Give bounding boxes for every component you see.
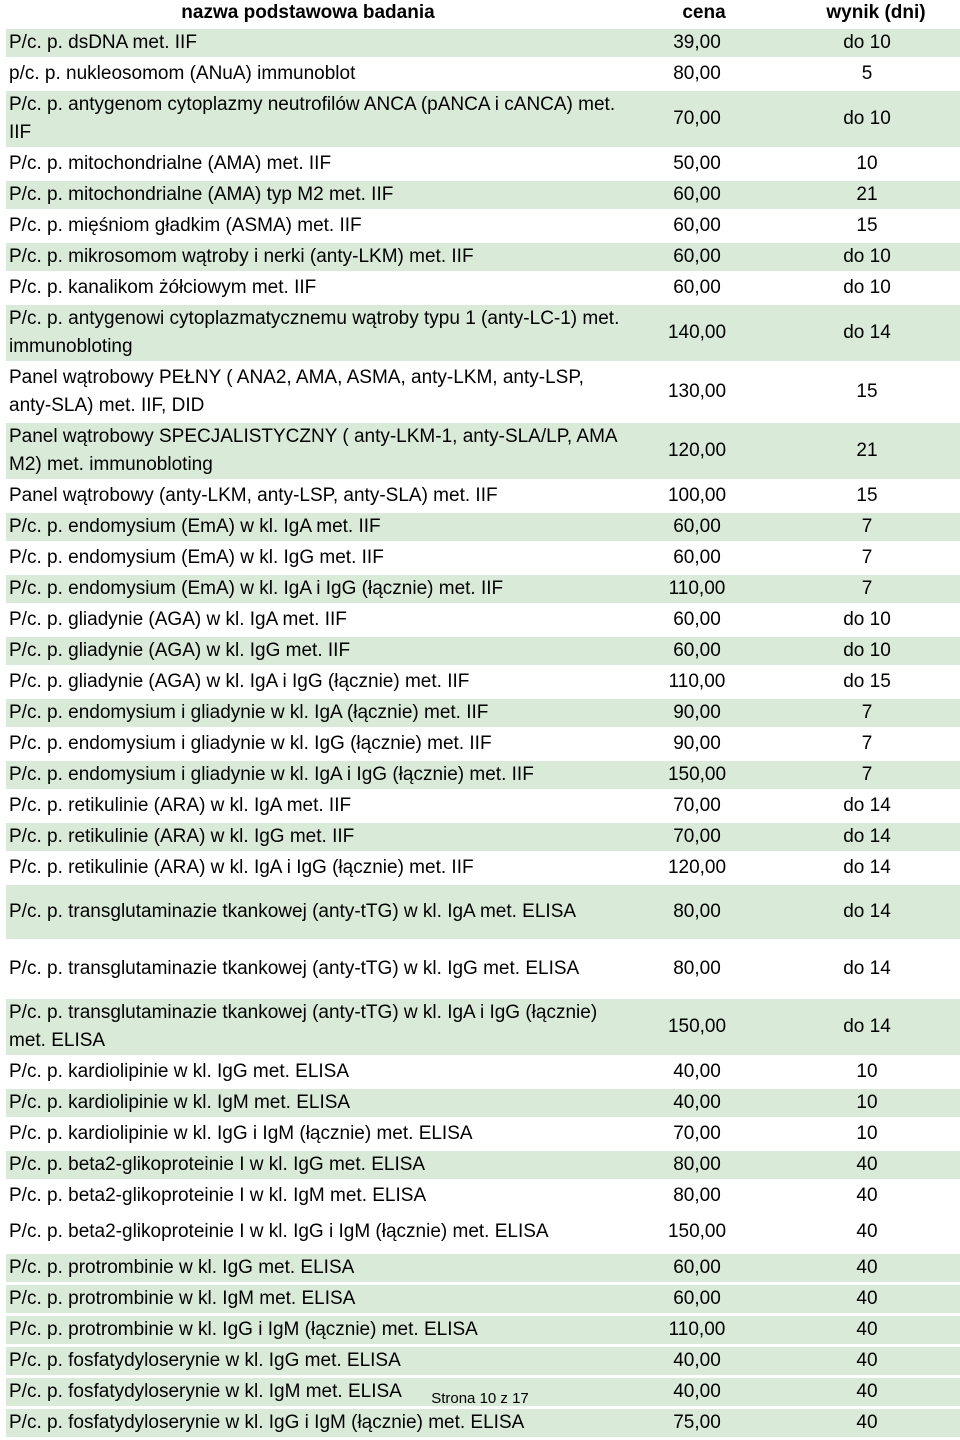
cell-price: 150,00 bbox=[620, 999, 771, 1055]
cell-days: 40 bbox=[771, 1409, 960, 1437]
table-row bbox=[6, 150, 960, 178]
cell-days: 10 bbox=[771, 1120, 960, 1148]
table-row bbox=[6, 1347, 960, 1375]
cell-name: P/c. p. beta2-glikoproteinie I w kl. IgM met. ELISA bbox=[6, 1182, 620, 1210]
cell-price: 60,00 bbox=[620, 606, 771, 634]
cell-name: P/c. p. endomysium (EmA) w kl. IgA i IgG (łącznie) met. IIF bbox=[6, 575, 620, 603]
table-row bbox=[6, 274, 960, 302]
table-row bbox=[6, 364, 960, 420]
cell-days: do 14 bbox=[771, 942, 960, 996]
table-row bbox=[6, 1213, 960, 1251]
table-row bbox=[6, 1120, 960, 1148]
cell-name: P/c. p. retikulinie (ARA) w kl. IgA met. IIF bbox=[6, 792, 620, 820]
cell-days: do 10 bbox=[771, 91, 960, 147]
cell-name: P/c. p. dsDNA met. IIF bbox=[6, 29, 620, 57]
cell-name: P/c. p. retikulinie (ARA) w kl. IgA i IgG (łącznie) met. IIF bbox=[6, 854, 620, 882]
table-row bbox=[6, 823, 960, 851]
table-row bbox=[6, 243, 960, 271]
table-row bbox=[6, 1254, 960, 1282]
cell-days: 7 bbox=[771, 730, 960, 758]
table-row bbox=[6, 1089, 960, 1117]
cell-price: 110,00 bbox=[620, 668, 771, 696]
cell-name: p/c. p. nukleosomom (ANuA) immunoblot bbox=[6, 60, 620, 88]
cell-days: do 10 bbox=[771, 606, 960, 634]
cell-days: 7 bbox=[771, 575, 960, 603]
cell-days: do 10 bbox=[771, 637, 960, 665]
cell-name: P/c. p. antygenowi cytoplazmatycznemu wątroby typu 1 (anty-LC-1) met. immunobloting bbox=[6, 305, 620, 361]
table-row bbox=[6, 1285, 960, 1313]
cell-price: 39,00 bbox=[620, 29, 771, 57]
table-row bbox=[6, 637, 960, 665]
cell-days: 15 bbox=[771, 364, 960, 420]
cell-name: P/c. p. transglutaminazie tkankowej (anty-tTG) w kl. IgG met. ELISA bbox=[6, 942, 620, 996]
table-row bbox=[6, 575, 960, 603]
cell-price: 60,00 bbox=[620, 544, 771, 572]
cell-price: 60,00 bbox=[620, 212, 771, 240]
cell-name: P/c. p. fosfatydyloserynie w kl. IgM met. ELISA bbox=[6, 1378, 620, 1406]
cell-days: 7 bbox=[771, 513, 960, 541]
cell-days: 21 bbox=[771, 423, 960, 479]
table-row bbox=[6, 792, 960, 820]
cell-price: 90,00 bbox=[620, 699, 771, 727]
table-row bbox=[6, 1151, 960, 1179]
cell-days: 7 bbox=[771, 544, 960, 572]
cell-price: 100,00 bbox=[620, 482, 771, 510]
cell-name: P/c. p. kanalikom żółciowym met. IIF bbox=[6, 274, 620, 302]
cell-price: 80,00 bbox=[620, 942, 771, 996]
cell-days: do 14 bbox=[771, 854, 960, 882]
table-row bbox=[6, 699, 960, 727]
cell-price: 80,00 bbox=[620, 60, 771, 88]
table-row bbox=[6, 1409, 960, 1437]
cell-days: 5 bbox=[771, 60, 960, 88]
cell-price: 60,00 bbox=[620, 243, 771, 271]
cell-days: 40 bbox=[771, 1285, 960, 1313]
cell-name: P/c. p. endomysium (EmA) w kl. IgA met. IIF bbox=[6, 513, 620, 541]
cell-days: do 14 bbox=[771, 823, 960, 851]
cell-name: P/c. p. transglutaminazie tkankowej (anty-tTG) w kl. IgA met. ELISA bbox=[6, 885, 620, 939]
cell-name: P/c. p. endomysium i gliadynie w kl. IgA i IgG (łącznie) met. IIF bbox=[6, 761, 620, 789]
cell-price: 90,00 bbox=[620, 730, 771, 758]
table-row bbox=[6, 1182, 960, 1210]
table-row bbox=[6, 212, 960, 240]
table-row bbox=[6, 761, 960, 789]
cell-price: 40,00 bbox=[620, 1089, 771, 1117]
cell-days: 40 bbox=[771, 1316, 960, 1344]
cell-days: do 14 bbox=[771, 305, 960, 361]
cell-days: 40 bbox=[771, 1347, 960, 1375]
cell-name: P/c. p. retikulinie (ARA) w kl. IgG met. IIF bbox=[6, 823, 620, 851]
cell-days: 40 bbox=[771, 1378, 960, 1406]
cell-price: 80,00 bbox=[620, 1182, 771, 1210]
cell-days: 7 bbox=[771, 761, 960, 789]
cell-name: P/c. p. protrombinie w kl. IgG met. ELISA bbox=[6, 1254, 620, 1282]
cell-days: do 14 bbox=[771, 885, 960, 939]
cell-days: do 10 bbox=[771, 29, 960, 57]
price-table bbox=[6, 26, 960, 1440]
cell-price: 70,00 bbox=[620, 792, 771, 820]
cell-price: 70,00 bbox=[620, 91, 771, 147]
table-row bbox=[6, 999, 960, 1055]
table-row bbox=[6, 181, 960, 209]
cell-name: P/c. p. gliadynie (AGA) w kl. IgA met. IIF bbox=[6, 606, 620, 634]
cell-name: P/c. p. transglutaminazie tkankowej (anty-tTG) w kl. IgA i IgG (łącznie) met. ELISA bbox=[6, 999, 620, 1055]
cell-days: 15 bbox=[771, 212, 960, 240]
cell-name: P/c. p. beta2-glikoproteinie I w kl. IgG met. ELISA bbox=[6, 1151, 620, 1179]
cell-name: P/c. p. protrombinie w kl. IgM met. ELISA bbox=[6, 1285, 620, 1313]
cell-price: 60,00 bbox=[620, 637, 771, 665]
cell-days: 40 bbox=[771, 1151, 960, 1179]
table-row bbox=[6, 29, 960, 57]
table-row bbox=[6, 942, 960, 996]
table-row bbox=[6, 482, 960, 510]
cell-days: 21 bbox=[771, 181, 960, 209]
cell-price: 140,00 bbox=[620, 305, 771, 361]
page-number: Strona 10 z 17 bbox=[431, 1390, 529, 1407]
cell-name: P/c. p. protrombinie w kl. IgG i IgM (łącznie) met. ELISA bbox=[6, 1316, 620, 1344]
cell-days: 7 bbox=[771, 699, 960, 727]
cell-price: 60,00 bbox=[620, 274, 771, 302]
cell-price: 60,00 bbox=[620, 1285, 771, 1313]
table-row bbox=[6, 423, 960, 479]
table-header bbox=[6, 0, 960, 25]
cell-days: 40 bbox=[771, 1182, 960, 1210]
cell-days: do 10 bbox=[771, 274, 960, 302]
cell-price: 70,00 bbox=[620, 1120, 771, 1148]
table-row bbox=[6, 60, 960, 88]
cell-days: 40 bbox=[771, 1213, 960, 1251]
cell-price: 110,00 bbox=[620, 1316, 771, 1344]
cell-price: 60,00 bbox=[620, 1254, 771, 1282]
cell-name: P/c. p. antygenom cytoplazmy neutrofilów ANCA (pANCA i cANCA) met. IIF bbox=[6, 91, 620, 147]
header-price: cena bbox=[682, 2, 726, 23]
header-name: nazwa podstawowa badania bbox=[181, 2, 435, 23]
cell-price: 60,00 bbox=[620, 181, 771, 209]
cell-name: Panel wątrobowy PEŁNY ( ANA2, AMA, ASMA, anty-LKM, anty-LSP, anty-SLA) met. IIF, DID bbox=[6, 364, 620, 420]
table-row bbox=[6, 1058, 960, 1086]
table-row bbox=[6, 668, 960, 696]
cell-days: 10 bbox=[771, 150, 960, 178]
cell-name: P/c. p. fosfatydyloserynie w kl. IgG i IgM (łącznie) met. ELISA bbox=[6, 1409, 620, 1437]
cell-price: 80,00 bbox=[620, 1151, 771, 1179]
cell-price: 150,00 bbox=[620, 761, 771, 789]
cell-price: 120,00 bbox=[620, 423, 771, 479]
cell-name: P/c. p. endomysium i gliadynie w kl. IgG (łącznie) met. IIF bbox=[6, 730, 620, 758]
cell-name: P/c. p. endomysium i gliadynie w kl. IgA (łącznie) met. IIF bbox=[6, 699, 620, 727]
cell-price: 130,00 bbox=[620, 364, 771, 420]
cell-name: P/c. p. kardiolipinie w kl. IgG met. ELISA bbox=[6, 1058, 620, 1086]
cell-name: P/c. p. kardiolipinie w kl. IgG i IgM (łącznie) met. ELISA bbox=[6, 1120, 620, 1148]
cell-days: do 14 bbox=[771, 999, 960, 1055]
cell-days: do 15 bbox=[771, 668, 960, 696]
cell-days: 15 bbox=[771, 482, 960, 510]
table-row bbox=[6, 854, 960, 882]
table-row bbox=[6, 91, 960, 147]
cell-price: 150,00 bbox=[620, 1213, 771, 1251]
table-row bbox=[6, 544, 960, 572]
cell-price: 40,00 bbox=[620, 1378, 771, 1406]
cell-name: P/c. p. kardiolipinie w kl. IgM met. ELISA bbox=[6, 1089, 620, 1117]
table-row bbox=[6, 305, 960, 361]
cell-days: do 14 bbox=[771, 792, 960, 820]
cell-name: P/c. p. gliadynie (AGA) w kl. IgG met. IIF bbox=[6, 637, 620, 665]
cell-price: 70,00 bbox=[620, 823, 771, 851]
cell-price: 60,00 bbox=[620, 513, 771, 541]
table-row bbox=[6, 513, 960, 541]
cell-name: P/c. p. gliadynie (AGA) w kl. IgA i IgG (łącznie) met. IIF bbox=[6, 668, 620, 696]
cell-name: Panel wątrobowy SPECJALISTYCZNY ( anty-LKM-1, anty-SLA/LP, AMA M2) met. immunobloting bbox=[6, 423, 620, 479]
cell-name: P/c. p. mięśniom gładkim (ASMA) met. IIF bbox=[6, 212, 620, 240]
cell-name: P/c. p. beta2-glikoproteinie I w kl. IgG i IgM (łącznie) met. ELISA bbox=[6, 1213, 620, 1251]
table-row bbox=[6, 885, 960, 939]
cell-name: P/c. p. fosfatydyloserynie w kl. IgG met. ELISA bbox=[6, 1347, 620, 1375]
cell-name: P/c. p. mitochondrialne (AMA) typ M2 met. IIF bbox=[6, 181, 620, 209]
header-days: wynik (dni) bbox=[826, 2, 926, 23]
cell-name: P/c. p. mitochondrialne (AMA) met. IIF bbox=[6, 150, 620, 178]
cell-price: 110,00 bbox=[620, 575, 771, 603]
cell-name: P/c. p. mikrosomom wątroby i nerki (anty-LKM) met. IIF bbox=[6, 243, 620, 271]
cell-days: 10 bbox=[771, 1089, 960, 1117]
cell-name: P/c. p. endomysium (EmA) w kl. IgG met. IIF bbox=[6, 544, 620, 572]
cell-name: Panel wątrobowy (anty-LKM, anty-LSP, anty-SLA) met. IIF bbox=[6, 482, 620, 510]
cell-price: 40,00 bbox=[620, 1347, 771, 1375]
table-row bbox=[6, 730, 960, 758]
table-row bbox=[6, 1316, 960, 1344]
cell-price: 40,00 bbox=[620, 1058, 771, 1086]
cell-price: 50,00 bbox=[620, 150, 771, 178]
table-row bbox=[6, 606, 960, 634]
cell-days: 40 bbox=[771, 1254, 960, 1282]
cell-days: 10 bbox=[771, 1058, 960, 1086]
cell-price: 75,00 bbox=[620, 1409, 771, 1437]
cell-days: do 10 bbox=[771, 243, 960, 271]
cell-price: 80,00 bbox=[620, 885, 771, 939]
cell-price: 120,00 bbox=[620, 854, 771, 882]
